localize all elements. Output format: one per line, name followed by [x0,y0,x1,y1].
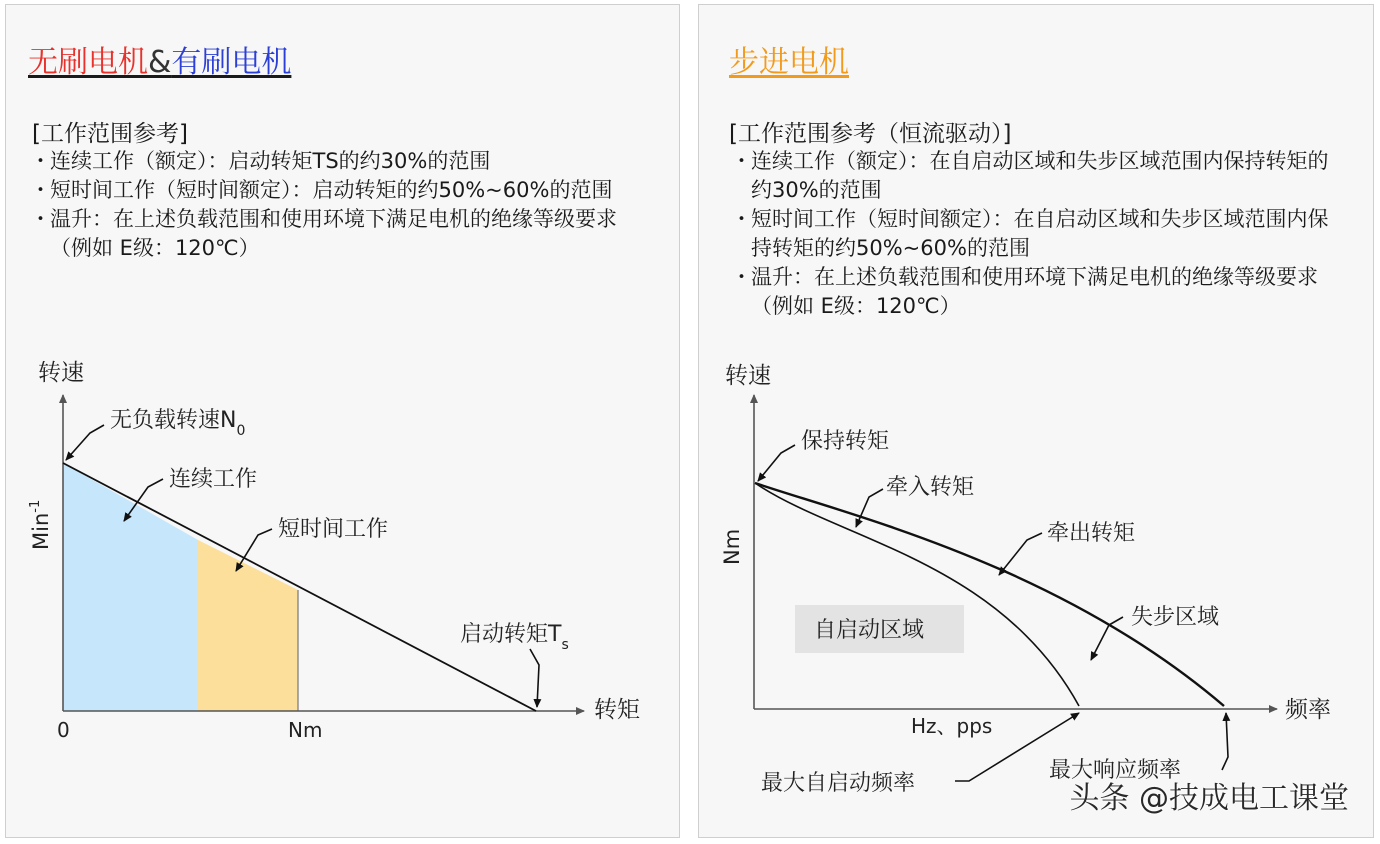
x-origin-label: 0 [57,718,70,742]
short-time-region [198,540,298,711]
bullet-text: 连续工作（额定）：启动转矩TS的约30%的范围 [50,149,491,173]
stepper-motor-panel [698,4,1374,838]
max-self-start-freq-label: 最大自启动频率 [761,771,916,796]
left-section-heading: [工作范围参考] [32,121,188,147]
right-section-heading: [工作范围参考（恒流驱动）] [729,121,1012,147]
self-start-region-label: 自启动区域 [814,618,925,643]
y-axis-label: 转速 [38,360,84,386]
holding-torque-label: 保持转矩 [801,429,890,454]
short-time-label: 短时间工作 [278,517,389,542]
max-response-pointer [1222,713,1228,770]
bullet-text: 连续工作（额定）：在自启动区域和失步区域范围内保持转矩的约30%的范围 [751,149,1329,202]
left-bullet-short-time: ・ 短时间工作（短时间额定）：启动转矩的约50%~60%的范围 [30,178,613,202]
watermark: 头条 @技成电工课堂 [1069,781,1349,816]
continuous-label: 连续工作 [169,467,258,492]
pull-in-torque-label: 牵入转矩 [886,475,975,500]
y-unit-label: Nm [720,528,744,565]
y-unit-label: Min$^{-1}$ [28,499,53,550]
right-speed-frequency-diagram [699,5,1375,839]
left-speed-torque-diagram [6,5,681,839]
out-of-step-label: 失步区域 [1131,605,1220,630]
pull-in-torque-curve [755,483,1079,706]
starting-torque-pointer [530,649,539,707]
pull-out-torque-curve [755,483,1224,706]
x-axis-label: 转矩 [594,697,640,723]
no-load-speed-label: 无负载转速$N_0$ [110,408,246,439]
bullet-text: 短时间工作（短时间额定）：在自启动区域和失步区域范围内保持转矩的约50%~60%的范围 [751,207,1329,260]
right-title: 步进电机 [729,45,849,80]
no-load-speed-pointer [66,425,104,460]
title-ampersand: & [148,45,172,80]
x-unit-label: Nm [288,718,323,742]
left-bullet-temperature: ・ 温升：在上述负载范围和使用环境下满足电机的绝缘等级要求（例如 E级：120℃） [30,207,617,260]
bullet-text: 温升：在上述负载范围和使用环境下满足电机的绝缘等级要求（例如 E级：120℃） [50,207,617,260]
brushless-brushed-panel [5,4,680,838]
pull-in-torque-pointer [856,489,883,527]
right-bullet-short-time: ・ 短时间工作（短时间额定）：在自启动区域和失步区域范围内保持转矩的约50%~60%的范围 [731,207,1329,260]
bullet-text: 温升：在上述负载范围和使用环境下满足电机的绝缘等级要求（例如 E级：120℃） [751,265,1318,318]
pull-out-torque-pointer [999,533,1042,575]
title-brushless: 无刷电机 [28,45,148,80]
starting-torque-label: 启动转矩$T_s$ [460,622,569,653]
right-bullet-temperature: ・ 温升：在上述负载范围和使用环境下满足电机的绝缘等级要求（例如 E级：120℃） [731,265,1318,318]
x-axis-label: 频率 [1285,697,1331,723]
right-bullet-continuous: ・ 连续工作（额定）：在自启动区域和失步区域范围内保持转矩的约30%的范围 [731,149,1329,202]
title-brushed: 有刷电机 [171,45,292,80]
left-bullet-continuous: ・ 连续工作（额定）：启动转矩TS的约30%的范围 [30,149,491,173]
y-axis-label: 转速 [725,363,771,389]
holding-torque-pointer [758,445,795,481]
pull-out-torque-label: 牵出转矩 [1047,521,1136,546]
x-unit-label: Hz、pps [911,714,993,738]
bullet-text: 短时间工作（短时间额定）：启动转矩的约50%~60%的范围 [50,178,613,202]
continuous-region [63,463,198,711]
max-response-freq-label: 最大响应频率 [1049,758,1182,783]
